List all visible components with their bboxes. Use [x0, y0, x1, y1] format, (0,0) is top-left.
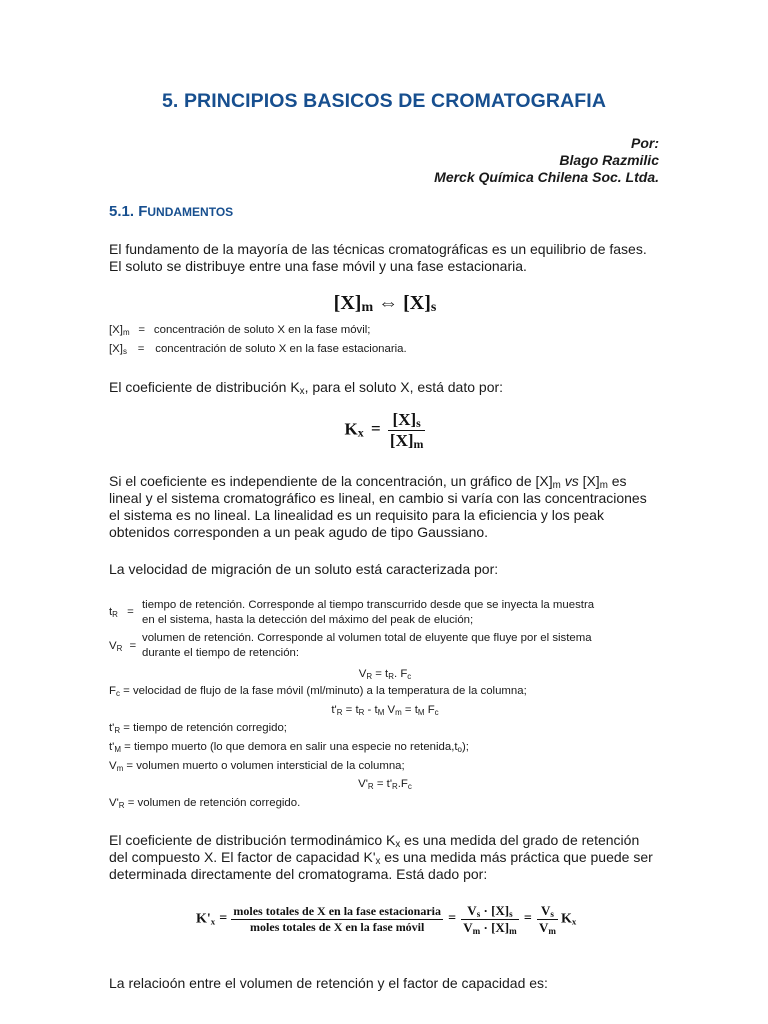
page-title: 5. PRINCIPIOS BASICOS DE CROMATOGRAFIA	[161, 90, 607, 112]
author-name: Blago Razmilic	[559, 152, 659, 168]
formula-vr-corrected: $V'_R = t'_R.F_c$	[358, 778, 412, 791]
equation-capacity-factor: $K'_x$ = $\frac{\text{moles totales de X en la fase estacionaria}}{\text{moles totales de X en la fase móvil}}$ = $\frac{V_s \cdot [X]_s}{V_m \cdot [X]_m}$ = $\frac{V_s}{V_m}$ $K_x$	[196, 903, 577, 936]
equation-kx: $K_x$ = $\frac{[X]_s}{[X]_m}$	[344, 410, 424, 451]
paragraph-migration: La velocidad de migración de un soluto está caracterizada por:	[109, 561, 499, 577]
paragraph-retention-relation: La relacioón entre el volumen de retención y el factor de capacidad es:	[109, 975, 548, 991]
equation-phase-equilibrium: $[X]_m$ ⇔ $[X]_s$	[333, 292, 437, 315]
def-fc: $F_c$ = velocidad de flujo de la fase móvil (ml/minuto) a la temperatura de la columna;	[109, 685, 527, 698]
formula-tr-corrected: $t'_R = t_R - t_M$ $V_m = t_M$ $F_c$	[331, 704, 439, 717]
formula-vr: $V_R = t_R$. $F_c$	[358, 668, 412, 681]
def-vr-corrected: $V'_R$ = volumen de retención corregido.	[109, 797, 301, 810]
def-vr-symbol: $V_R$ =	[109, 640, 137, 653]
paragraph-capacity-factor: El coeficiente de distribución termodinámico $K_x$ es una medida del grado de retención del compuesto X. El factor de capacidad $K'_x$ es una medida más práctica que puede ser determinada directamente del cromatograma. Está dado por:	[109, 832, 653, 882]
definition-xs: $[X]_s$ = concentración de soluto X en la fase estacionaria.	[109, 343, 407, 356]
def-tr-corrected: $t'_R$ = tiempo de retención corregido;	[109, 722, 287, 735]
section-number: 5.1.	[109, 203, 135, 220]
def-tr-text: tiempo de retención. Corresponde al tiempo transcurrido desde que se inyecta la muestra en el sistema, hasta la detección del máximo del peak de elución;	[142, 599, 595, 626]
paragraph-fundamento: El fundamento de la mayoría de las técnicas cromatográficas es un equilibrio de fases. El soluto se distribuye entre una fase móvil y una fase estacionaria.	[109, 241, 647, 274]
def-tr-symbol: $t_R$ =	[109, 606, 134, 619]
paragraph-linearity: Si el coeficiente es independiente de la concentración, un gráfico de $[X]_m$ vs $[X]_m$ es lineal y el sistema cromatográfico es lineal, en cambio si varía con las concentraciones el sistema es no lineal. La linealidad es un requisito para la eficiencia y los peak obtenidos corresponden a un peak agudo de tipo Gaussiano.	[109, 473, 647, 540]
section-title-rest: UNDAMENTOS	[147, 205, 234, 219]
paragraph-distribution-coefficient: El coeficiente de distribución $K_x$, para el soluto X, está dato por:	[109, 379, 504, 397]
def-tm: $t'_M$ = tiempo muerto (lo que demora en salir una especie no $retenida,t_o$);	[109, 741, 469, 754]
section-heading	[109, 203, 233, 220]
def-vr-text: volumen de retención. Corresponde al volumen total de eluyente que fluye por el sistema durante el tiempo de retención:	[142, 632, 592, 659]
def-vm: $V_m$ = volumen muerto o volumen intersticial de la columna;	[109, 760, 405, 773]
definition-xm: $[X]_m$ = concentración de soluto X en la fase móvil;	[109, 324, 371, 337]
author-organization: Merck Química Chilena Soc. Ltda.	[434, 169, 659, 185]
author-by: Por:	[631, 135, 659, 151]
section-title-first-letter: F	[138, 203, 148, 220]
